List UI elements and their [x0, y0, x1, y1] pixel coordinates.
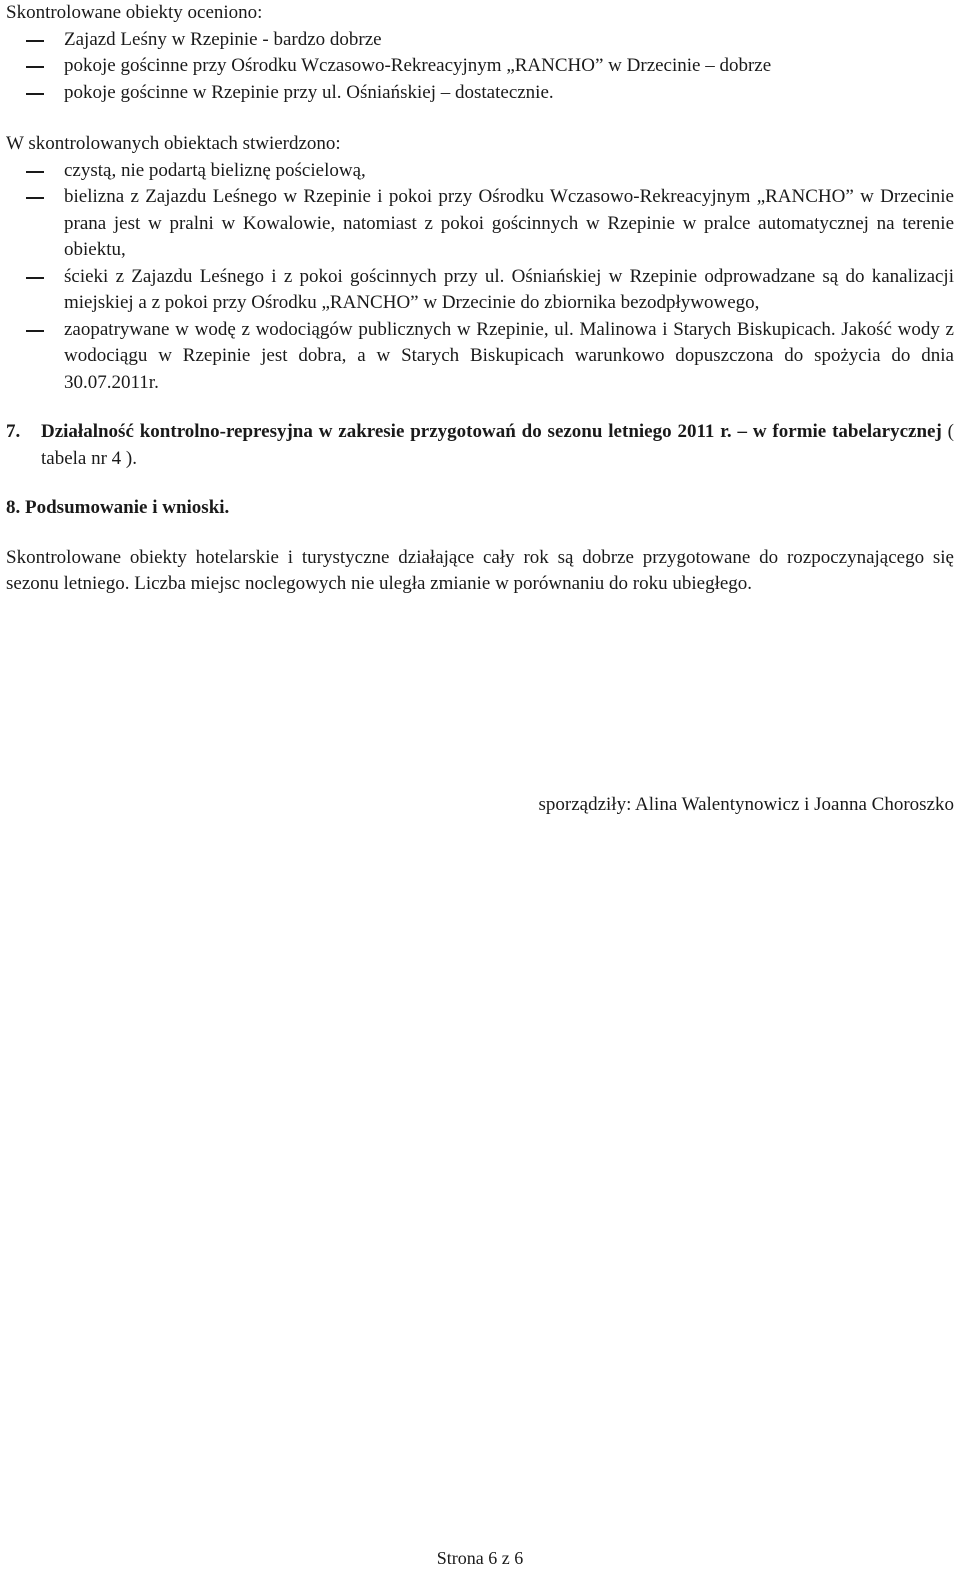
list-item-text: ścieki z Zajazdu Leśnego i z pokoi gościnnych przy ul. Ośniańskiej w Rzepinie odprowadzane są do kanalizacji miejskiej a z pokoi przy Ośrodku „RANCHO” w Drzecinie do zbiornika bezodpływowego, — [64, 265, 954, 313]
dash-bullet-icon — [26, 93, 44, 95]
list-item — [6, 317, 954, 397]
list-item — [6, 158, 954, 185]
signature: sporządziły: Alina Walentynowicz i Joanna Choroszko — [538, 794, 954, 815]
section-7-table-reference: ( tabela nr 4 ). — [41, 421, 955, 469]
findings-intro: W skontrolowanych obiektach stwierdzono: — [6, 133, 341, 154]
list-item — [6, 264, 954, 317]
list-item-text: Zajazd Leśny w Rzepinie - bardzo dobrze — [64, 28, 382, 50]
section-7-heading — [6, 419, 954, 472]
dash-bullet-icon — [26, 66, 44, 68]
list-item-text: czystą, nie podartą bieliznę pościelową, — [64, 159, 366, 181]
document-page — [6, 0, 954, 598]
list-item — [6, 53, 954, 80]
list-item-text: pokoje gościnne w Rzepinie przy ul. Ośniańskiej – dostatecznie. — [64, 81, 554, 103]
page-number: Strona 6 z 6 — [436, 1548, 524, 1568]
list-item — [6, 27, 954, 54]
section-8-body: Skontrolowane obiekty hotelarskie i turystyczne działające cały rok są dobrze przygotowane do rozpoczynającego się sezonu letniego. Liczba miejsc noclegowych nie uległa zmianie w porównaniu do roku ubiegłego. — [6, 546, 954, 594]
dash-bullet-icon — [26, 277, 44, 279]
checked-list — [6, 27, 954, 107]
section-8-heading: 8. Podsumowanie i wnioski. — [6, 497, 230, 518]
dash-bullet-icon — [26, 40, 44, 42]
list-item-text: pokoje gościnne przy Ośrodku Wczasowo-Rekreacyjnym „RANCHO” w Drzecinie – dobrze — [64, 55, 772, 76]
list-item-text: bielizna z Zajazdu Leśnego w Rzepinie i pokoi przy Ośrodku Wczasowo-Rekreacyjnym „RANCHO” w Drzecinie prana jest w pralni w Kowalowie, natomiast z pokoi gościnnych w Rzepinie w pralce automatycznej na terenie obiektu, — [64, 186, 954, 260]
dash-bullet-icon — [26, 330, 44, 332]
checked-intro: Skontrolowane obiekty oceniono: — [6, 2, 263, 23]
dash-bullet-icon — [26, 171, 44, 173]
section-7-number: 7. — [6, 421, 21, 442]
dash-bullet-icon — [26, 197, 44, 199]
list-item — [6, 80, 954, 107]
list-item — [6, 184, 954, 264]
findings-list — [6, 158, 954, 397]
section-7-title: Działalność kontrolno-represyjna w zakresie przygotowań do sezonu letniego 2011 r. – w formie tabelarycznej — [41, 421, 942, 442]
list-item-text: zaopatrywane w wodę z wodociągów publicznych w Rzepinie, ul. Malinowa i Starych Biskupicach. Jakość wody z wodociągu w Rzepinie jest dobra, a w Starych Biskupicach warunkowo dopuszczona do spożycia do dnia 30.07.2011r. — [64, 318, 954, 393]
